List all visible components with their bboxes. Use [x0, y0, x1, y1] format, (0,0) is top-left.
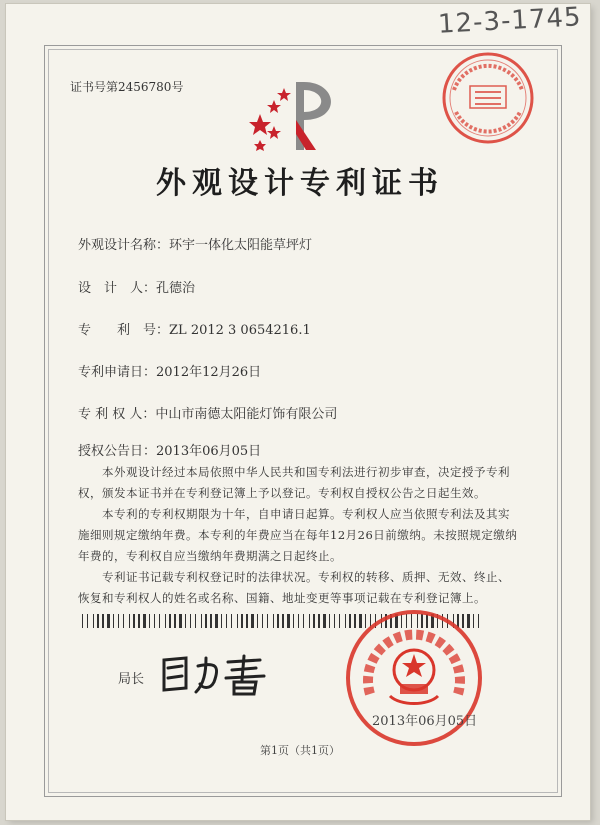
field-label: 专 利 号： [78, 323, 170, 338]
logo-star-5 [254, 140, 266, 151]
field-design-name [78, 234, 312, 253]
paragraph-term: 本专利的专利权期限为十年，自申请日起算。专利权人应当依照专利法及其实施细则规定缴纳年费。本专利的年费应当在每年12月26日前缴纳。未按照规定缴纳年费的，专利权自应当缴纳年费期满之日起终止。 [78, 507, 518, 563]
field-label: 设 计 人： [78, 281, 157, 296]
field-value: 2012年12月26日 [156, 365, 262, 380]
certificate-number: 证书号第2456780号 [70, 80, 184, 94]
field-label: 外观设计名称： [78, 238, 170, 253]
page-footer: 第1页（共1页） [260, 744, 340, 757]
seal-date: 2013年06月05日 [372, 714, 478, 729]
sipo-logo-icon [240, 74, 350, 154]
signature-label: 局长 [118, 672, 145, 687]
handwritten-note: 12-3-1745 [437, 2, 583, 40]
logo-star-4 [267, 126, 281, 139]
field-patentee [78, 403, 337, 422]
field-value: 中山市南德太阳能灯饰有限公司 [155, 407, 338, 422]
logo-star-1 [249, 114, 271, 135]
field-patent-number [78, 319, 311, 338]
director-signature [156, 648, 276, 698]
field-value: 孔德治 [156, 281, 196, 296]
field-label: 专 利 权 人： [78, 407, 156, 422]
field-designer [78, 277, 195, 296]
field-label: 授权公告日： [78, 444, 157, 459]
field-application-date [78, 361, 261, 380]
field-value: 环宇一体化太阳能草坪灯 [169, 238, 313, 253]
logo-star-3 [277, 88, 291, 101]
field-value: ZL 2012 3 0654216.1 [169, 323, 311, 338]
page-title: 外观设计专利证书 [156, 166, 444, 201]
tax-stamp [440, 50, 536, 146]
field-value: 2013年06月05日 [156, 444, 262, 459]
paragraph-grant: 本外观设计经过本局依照中华人民共和国专利法进行初步审查，决定授予专利权，颁发本证书并在专利登记簿上予以登记。专利权自授权公告之日起生效。 [78, 465, 510, 500]
field-grant-date [78, 440, 261, 459]
field-label: 专利申请日： [78, 365, 157, 380]
logo-star-2 [267, 100, 281, 113]
paragraph-legal-status: 专利证书记载专利权登记时的法律状况。专利权的转移、质押、无效、终止、恢复和专利权人的姓名或名称、国籍、地址变更等事项记载在专利登记簿上。 [78, 570, 510, 605]
